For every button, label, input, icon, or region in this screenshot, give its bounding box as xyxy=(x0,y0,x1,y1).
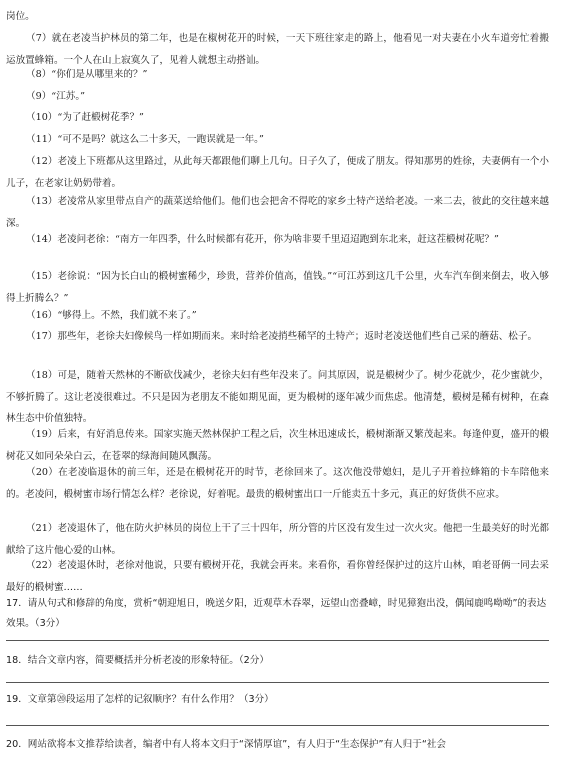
paragraph-16: （16）“够得上。不然，我们就不来了。” xyxy=(26,310,197,321)
paragraph-22: （22）老凌退休时，老徐对他说，只要有椴树开花，我就会再来。来看你，看你曾经保护过的这片山林，咱老哥俩一同去采最好的椴树蜜…… xyxy=(6,560,549,593)
paragraph-21: （21）老凌退休了，他在防火护林员的岗位上干了三十四年，所分管的片区没有发生过一次火灾。他把一生最美好的时光都献给了这片他心爱的山林。 xyxy=(6,523,549,556)
paragraph-continuation: 岗位。 xyxy=(6,11,35,22)
paragraph-7: （7）就在老凌当护林员的第二年，也是在椒树花开的时候，一天下班往家走的路上，他看见一对夫妻在小火车道旁忙着搬运放置蜂箱。一个人在山上寂寞久了，见着人就想主动搭讪。 xyxy=(6,33,549,66)
paragraph-15: （15）老徐说：“因为长白山的椴树蜜稀少，珍贵，营养价值高，值钱。”“可江苏到这几千公里，火车汽车倒来倒去，收入够得上折腾么？” xyxy=(6,271,549,304)
paragraph-17: （17）那些年，老徐夫妇像候鸟一样如期而来。来时给老凌捎些稀罕的土特产；返时老凌送他们些自己采的蘑菇、松子。 xyxy=(26,331,538,342)
question-20: 20．网站欲将本文推荐给读者，编者中有人将本文归于“深情厚谊”，有人归于“生态保护”有人归于“社会 xyxy=(6,739,446,750)
paragraph-8: （8）“你们是从哪里来的？” xyxy=(26,69,148,80)
answer-line xyxy=(6,725,549,726)
paragraph-20: （20）在老凌临退休的前三年，还是在椴树花开的时节，老徐回来了。这次他没带媳妇，是儿子开着拉蜂箱的卡车陪他来的。老凌问，椴树蜜市场行情怎么样？老徐说，好着呢。最贵的椴树蜜出口一斤能卖五十多元，真正的好货供不应求。 xyxy=(6,467,549,500)
paragraph-19: （19）后来，有好消息传来。国家实施天然林保护工程之后，次生林迅速成长，椴树渐渐又繁茂起来。每逢仲夏，盛开的椴树花又如同朵朵白云，在苍翠的绿海间随风飘荡。 xyxy=(6,429,549,462)
paragraph-10: （10）“为了赶椴树花季？” xyxy=(26,112,144,123)
answer-line xyxy=(6,640,549,641)
paragraph-18: （18）可是，随着天然林的不断砍伐减少，老徐夫妇有些年没来了。问其原因，说是椴树少了。树少花就少，花少蜜就少，不够折腾了。这让老凌很难过。不只是因为老朋友不能如期见面，更为椴树的逐年减少而焦虑。他清楚，椴树是稀有树种，在森林生态中价值独特。 xyxy=(6,370,549,424)
question-18: 18．结合文章内容，简要概括并分析老凌的形象特征。（2分） xyxy=(6,655,269,666)
paragraph-12: （12）老凌上下班都从这里路过，从此每天都跟他们聊上几句。日子久了，便成了朋友。得知那男的姓徐，夫妻俩有一个小儿子，在老家让奶奶带着。 xyxy=(6,156,549,189)
paragraph-9: （9）“江苏。” xyxy=(26,91,86,102)
answer-line xyxy=(6,682,549,683)
question-17: 17．请从句式和修辞的角度，赏析“朝迎旭日，晚送夕阳，近观草木吞翠，远望山峦叠嶂，时见獐狍出没，偶闻鹿鸣呦呦”的表达效果。（3分） xyxy=(6,598,547,629)
question-19: 19．文章第⑳段运用了怎样的记叙顺序？有什么作用？（3分） xyxy=(6,694,274,705)
paragraph-11: （11）“可不是吗？就这么二十多天，一跑误就是一年。” xyxy=(26,134,264,145)
paragraph-14: （14）老凌问老徐：“南方一年四季，什么时候都有花开，你为啥非要千里迢迢跑到东北来，赶这茬椴树花呢？” xyxy=(26,234,499,245)
paragraph-13: （13）老凌常从家里带点自产的蔬菜送给他们。他们也会把舍不得吃的家乡土特产送给老凌。一来二去，彼此的交往越来越深。 xyxy=(6,196,549,229)
